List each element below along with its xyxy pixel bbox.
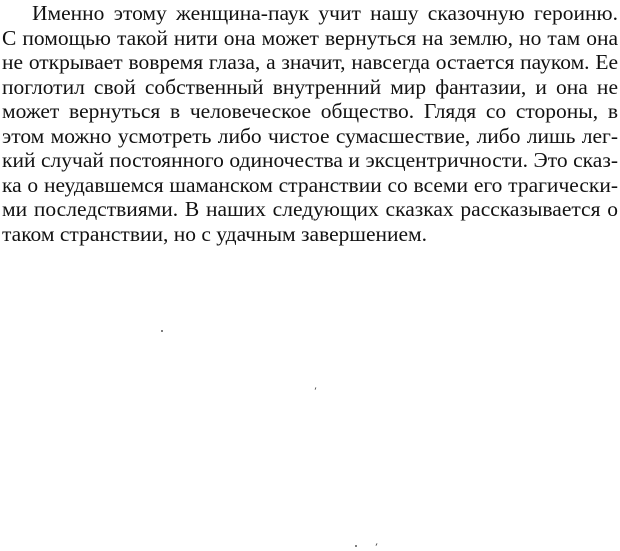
text-line-9: ми последствиями. В наших следующих сказках рассказывается о [2, 197, 618, 221]
text-line-2: С помощью такой нити она может вернуться на землю, но там она [2, 25, 618, 50]
scan-speck [161, 330, 163, 332]
text-line-5: может вернуться в человеческое общество. Глядя со стороны, в [2, 99, 618, 123]
scan-speck [315, 387, 317, 390]
scan-speck [375, 543, 377, 546]
text-line-4: поглотил свой собственный внутренний мир фантазии, и она не [2, 74, 618, 99]
text-line-7: кий случай постоянного одиночества и эксцентричности. Это сказ- [2, 148, 618, 172]
text-line-8: ка о неудавшемся шаманском странствии со всеми его трагически- [2, 172, 618, 197]
text-line-10: таком странствии, но с удачным завершением. [2, 221, 428, 246]
text-line-6: этом можно усмотреть либо чистое сумасшествие, либо лишь лег- [2, 123, 618, 148]
text-line-3: не открывает вовремя глаза, а значит, навсегда остается пауком. Ее [2, 50, 618, 74]
scan-speck [355, 545, 357, 547]
paragraph [2, 1, 618, 246]
text-line-1: Именно этому женщина-паук учит нашу сказочную героиню. [32, 1, 618, 25]
